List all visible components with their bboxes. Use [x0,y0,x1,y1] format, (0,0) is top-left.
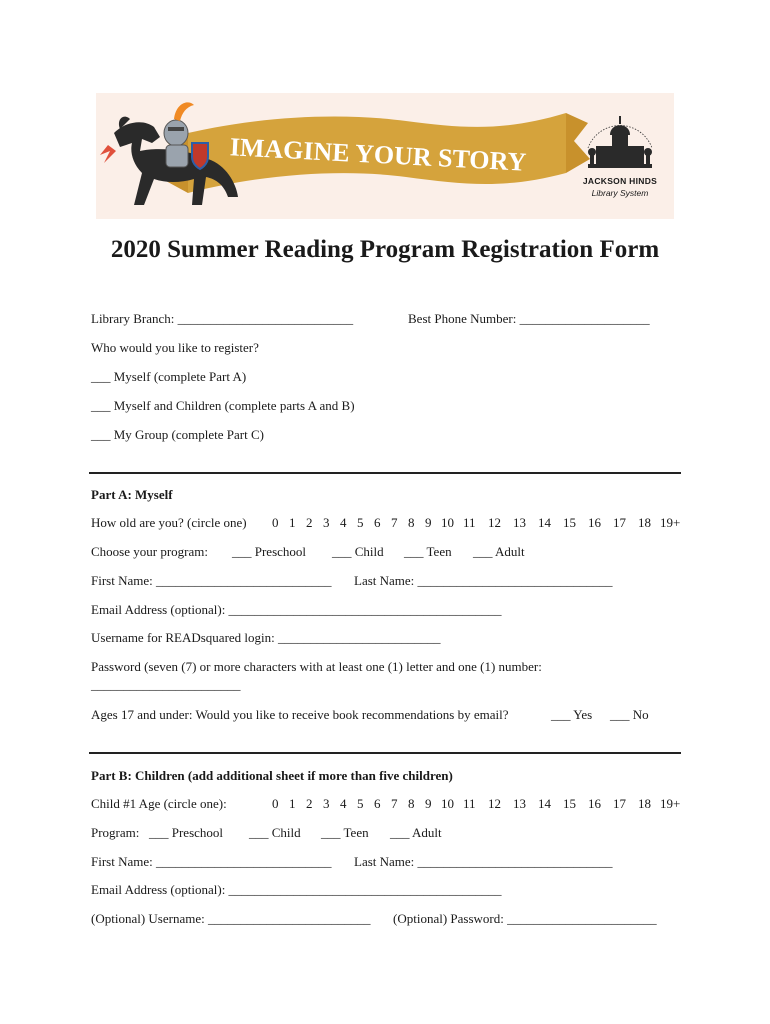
library-logo [574,108,666,208]
part-b-age-6[interactable]: 6 [374,796,381,811]
part-a-password-field[interactable]: _______________________ [91,677,241,692]
part-b-age-0[interactable]: 0 [272,796,279,811]
part-a-age-16[interactable]: 16 [588,515,601,530]
capitol-icon [574,108,666,178]
part-a-age-4[interactable]: 4 [340,515,347,530]
slogan: IMAGINE YOUR STORY [229,132,527,177]
part-a-age-10[interactable]: 10 [441,515,454,530]
who-question: Who would you like to register? [91,340,259,355]
part-a-age-label: How old are you? (circle one) [91,515,247,530]
part-b-age-3[interactable]: 3 [323,796,330,811]
part-a-age-12[interactable]: 12 [488,515,501,530]
part-b-age-17[interactable]: 17 [613,796,626,811]
option-myself-and-children[interactable]: ___ Myself and Children (complete parts A and B) [91,398,355,413]
section-divider [89,752,681,754]
part-b-password-field[interactable]: (Optional) Password: _______________________ [393,911,657,926]
part-a-age-options [270,515,680,531]
part-b-age-4[interactable]: 4 [340,796,347,811]
part-a-program-adult[interactable]: ___ Adult [473,544,525,559]
recommendation-no[interactable]: ___ No [610,707,649,722]
library-branch-field[interactable]: Library Branch: ___________________________ [91,311,354,326]
logo-subname: Library System [591,188,649,198]
part-b-first-name-field[interactable]: First Name: ___________________________ [91,854,332,869]
part-b-age-label: Child #1 Age (circle one): [91,796,227,811]
part-b-age-12[interactable]: 12 [488,796,501,811]
part-a-program-teen[interactable]: ___ Teen [404,544,452,559]
part-a-username-field[interactable]: Username for READsquared login: _________________________ [91,630,441,645]
part-b-age-2[interactable]: 2 [306,796,313,811]
part-b-program-adult[interactable]: ___ Adult [390,825,442,840]
part-a-age-14[interactable]: 14 [538,515,551,530]
part-b-last-name-field[interactable]: Last Name: ______________________________ [354,854,613,869]
part-a-password-label: Password (seven (7) or more characters with at least one (1) letter and one (1) number: [91,659,542,674]
part-b-age-8[interactable]: 8 [408,796,415,811]
best-phone-field[interactable]: Best Phone Number: ____________________ [408,311,650,326]
recommendation-yes[interactable]: ___ Yes [551,707,593,722]
part-b-email-field[interactable]: Email Address (optional): __________________________________________ [91,882,502,897]
part-a-age-6[interactable]: 6 [374,515,381,530]
part-a-age-max[interactable]: 19+ [660,515,681,530]
part-b-age-15[interactable]: 15 [563,796,576,811]
part-b-age-14[interactable]: 14 [538,796,551,811]
part-a-age-9[interactable]: 9 [425,515,432,530]
part-a-age-5[interactable]: 5 [357,515,364,530]
part-a-email-field[interactable]: Email Address (optional): __________________________________________ [91,602,502,617]
logo-name: JACKSON HINDS [582,176,658,186]
part-b-age-18[interactable]: 18 [638,796,651,811]
part-b-age-9[interactable]: 9 [425,796,432,811]
part-b-username-field[interactable]: (Optional) Username: _________________________ [91,911,371,926]
section-divider [89,472,681,474]
part-b-program-teen[interactable]: ___ Teen [321,825,369,840]
option-my-group[interactable]: ___ My Group (complete Part C) [91,427,264,442]
part-b-age-max[interactable]: 19+ [660,796,681,811]
part-a-age-7[interactable]: 7 [391,515,398,530]
part-a-age-13[interactable]: 13 [513,515,526,530]
part-a-age-1[interactable]: 1 [289,515,296,530]
part-a-first-name-field[interactable]: First Name: ___________________________ [91,573,332,588]
part-a-age-17[interactable]: 17 [613,515,626,530]
part-a-age-18[interactable]: 18 [638,515,651,530]
option-myself[interactable]: ___ Myself (complete Part A) [91,369,247,384]
part-a-last-name-field[interactable]: Last Name: ______________________________ [354,573,613,588]
part-b-program-label: Program: [91,825,140,840]
part-a-age-3[interactable]: 3 [323,515,330,530]
part-b-program-child[interactable]: ___ Child [249,825,301,840]
part-b-heading: Part B: Children (add additional sheet if more than five children) [91,768,453,783]
recommendation-question: Ages 17 and under: Would you like to receive book recommendations by email? [91,707,509,722]
part-b-age-16[interactable]: 16 [588,796,601,811]
part-a-age-8[interactable]: 8 [408,515,415,530]
part-a-age-11[interactable]: 11 [463,515,476,530]
part-a-age-15[interactable]: 15 [563,515,576,530]
part-a-program-preschool[interactable]: ___ Preschool [232,544,307,559]
part-a-program-child[interactable]: ___ Child [332,544,384,559]
part-a-heading: Part A: Myself [91,487,173,502]
part-b-age-10[interactable]: 10 [441,796,454,811]
part-b-age-11[interactable]: 11 [463,796,476,811]
part-a-age-0[interactable]: 0 [272,515,279,530]
form-title: 2020 Summer Reading Program Registration Form [110,236,660,263]
part-b-age-options [270,796,680,812]
part-b-age-13[interactable]: 13 [513,796,526,811]
part-b-age-7[interactable]: 7 [391,796,398,811]
part-a-program-label: Choose your program: [91,544,208,559]
part-b-program-preschool[interactable]: ___ Preschool [149,825,224,840]
part-b-age-5[interactable]: 5 [357,796,364,811]
part-b-age-1[interactable]: 1 [289,796,296,811]
part-a-age-2[interactable]: 2 [306,515,313,530]
banner [96,93,674,219]
